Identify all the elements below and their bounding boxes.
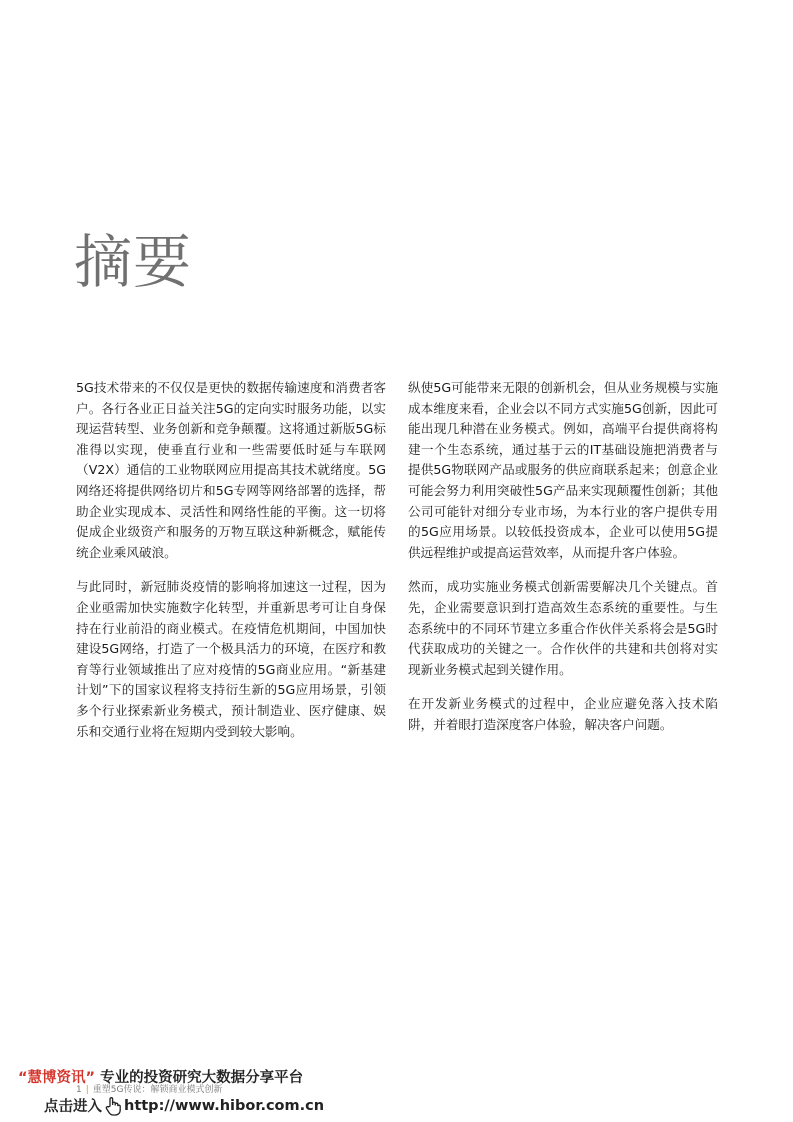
doc-title: 重塑5G传说：解锁商业模式创新	[92, 1085, 223, 1095]
site-url[interactable]: http://www.hibor.com.cn	[124, 1097, 325, 1114]
tagline: 专业的投资研究大数据分享平台	[100, 1070, 304, 1086]
paragraph: 5G技术带来的不仅仅是更快的数据传输速度和消费者客户。各行各业正日益关注5G的定向实时服务功能，以实现运营转型、业务创新和竞争颠覆。这将通过新版5G标准得以实现，使垂直行业和一些需要低时延与车联网（V2X）通信的工业物联网应用提高其技术就绪度。5G网络还将提供网络切片和5G专网等网络部署的选择，帮助企业实现成本、灵活性和网络性能的平衡。这一切将促成企业级资产和服务的万物互联这种新概念，赋能传统企业乘风破浪。	[76, 380, 386, 560]
paragraph: 在开发新业务模式的过程中，企业应避免落入技术陷阱，并着眼打造深度客户体验，解决客户问题。	[408, 696, 718, 732]
left-column	[76, 378, 386, 756]
page-number: 1	[76, 1085, 82, 1095]
right-column	[408, 378, 718, 750]
paragraph: 然而，成功实施业务模式创新需要解决几个关键点。首先，企业需要意识到打造高效生态系统的重要性。与生态系统中的不同环节建立多重合作伙伴关系将会是5G时代获取成功的关键之一。合作伙伴的共建和共创将对实现新业务模式起到关键作用。	[408, 579, 718, 677]
paragraph: 与此同时，新冠肺炎疫情的影响将加速这一过程，因为企业亟需加快实施数字化转型，并重新思考可让自身保持在行业前沿的商业模式。在疫情危机期间，中国加快建设5G网络，打造了一个极具活力的环境，在医疗和教育等行业领域推出了应对疫情的5G商业应用。“新基建计划”下的国家议程将支持衍生新的5G应用场景，引领多个行业探索新业务模式，预计制造业、医疗健康、娱乐和交通行业将在短期内受到较大影响。	[76, 579, 386, 739]
quote-close: ”	[85, 1070, 96, 1086]
footer-divider: |	[85, 1085, 89, 1095]
brand-name: 慧博资讯	[27, 1070, 86, 1086]
watermark-link[interactable]	[44, 1095, 324, 1116]
hand-pointer-icon	[104, 1096, 122, 1116]
page-footer	[76, 1082, 222, 1095]
paragraph: 纵使5G可能带来无限的创新机会，但从业务规模与实施成本维度来看，企业会以不同方式实施5G创新，因此可能出现几种潜在业务模式。例如，高端平台提供商将构建一个生态系统，通过基于云的IT基础设施把消费者与提供5G物联网产品或服务的供应商联系起来；创意企业可能会努力利用突破性5G产品来实现颠覆性创新；其他公司可能针对细分专业市场，为本行业的客户提供专用的5G应用场景。以较低投资成本，企业可以使用5G提供远程维护或提高运营效率，从而提升客户体验。	[408, 380, 718, 560]
click-text: 点击进入	[44, 1099, 102, 1115]
page-title: 摘要	[74, 228, 193, 296]
quote-open: “	[18, 1070, 28, 1086]
